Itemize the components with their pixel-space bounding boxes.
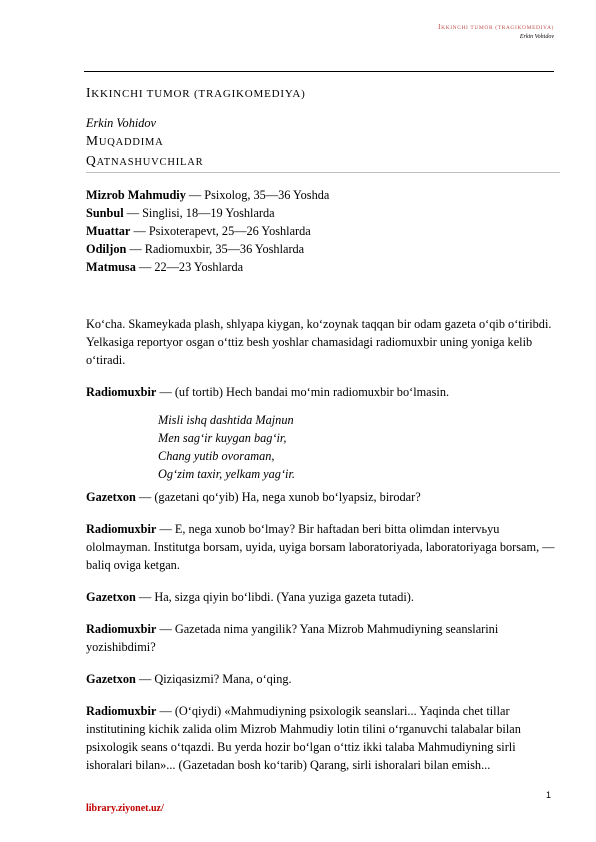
dialogue-line (86, 620, 556, 656)
page-number: 1 (545, 790, 551, 800)
dialogue-line (86, 670, 556, 688)
cast-item (86, 240, 556, 258)
title-initial: I (86, 85, 92, 100)
line-text: — Ha, sizga qiyin bo‘libdi. (Yana yuziga gazeta tutadi). (135, 590, 414, 604)
speaker: Gazetxon (86, 672, 136, 686)
poem-line: Chang yutib ovoraman, (158, 449, 275, 463)
speaker: Gazetxon (86, 490, 136, 504)
cast-name: Muattar (86, 224, 131, 238)
section-rest: ATNASHUVCHILAR (96, 157, 204, 168)
title-rest: KKINCHI TUMOR (TRAGIKOMEDIYA) (91, 88, 306, 100)
line-text: — (O‘qiydi) «Mahmudiyning psixologik seanslari... Yaqinda chet tillar institutining kichik zalida olim Mizrob Mahmudiy lotin tilini o‘rganuvchi talabalar bilan psixologik seans o‘tqazdi. Bu yerda hozir bo‘lgan o‘ttiz ikki talaba Mahmudiyning sirli ishoralari bilan»... (Gazetadan bosh ko‘tarib) Qarang, sirli ishoralari bilan emish... (86, 704, 521, 772)
dialogue-line (86, 702, 556, 774)
cast-desc: — Radiomuxbir, 35—36 Yoshlarda (126, 242, 305, 256)
line-text: — Qiziqasizmi? Mana, o‘qing. (135, 672, 292, 686)
poem-line: Men sag‘ir kuygan bag‘ir, (158, 431, 287, 445)
line-text: — Gazetada nima yangilik? Yana Mizrob Mahmudiyning seanslarini yozishibdimi? (86, 622, 499, 654)
line-text: — (uf tortib) Hech bandai mo‘min radiomuxbir bo‘lmasin. (156, 385, 450, 399)
section-initial: Q (86, 153, 97, 168)
dialogue-line (86, 488, 556, 506)
section-heading-qatnashuvchilar (86, 152, 556, 172)
section-initial: M (86, 133, 99, 148)
running-title-initial: I (438, 23, 442, 31)
poem-line: Misli ishq dashtida Majnun (158, 413, 294, 427)
poem (158, 411, 556, 483)
cast-name: Odiljon (86, 242, 127, 256)
document-body (86, 84, 556, 788)
cast-desc: — Singlisi, 18—19 Yoshlarda (123, 206, 275, 220)
cast-name: Sunbul (86, 206, 124, 220)
speaker: Radiomuxbir (86, 704, 157, 718)
poem-line: Og‘zim taxir, yelkam yag‘ir. (158, 467, 295, 481)
footer-link[interactable]: library.ziyonet.uz/ (86, 803, 164, 814)
cast-item (86, 258, 556, 276)
running-header-author: Erkin Vohidov (519, 34, 554, 40)
running-title-rest: KKINCHI TUMOR (TRAGIKOMEDIYA) (441, 25, 554, 31)
document-title (86, 84, 556, 103)
speaker: Gazetxon (86, 590, 136, 604)
cast-list (86, 186, 556, 276)
dialogue-line (86, 520, 556, 574)
cast-desc: — Psixolog, 35—36 Yoshda (185, 188, 330, 202)
section-rest: UQADDIMA (98, 137, 164, 148)
cast-name: Matmusa (86, 260, 136, 274)
document-author: Erkin Vohidov (86, 116, 157, 130)
line-text: — E, nega xunob bo‘lmay? Bir haftadan beri bitta olimdan intervьyu ololmayman. Institutga borsam, uyida, uyiga borsam laboratoriyada, laboratoriyaga borsam, — baliq oviga ketgan. (86, 522, 555, 572)
cast-item (86, 186, 556, 204)
dialogue-line (86, 588, 556, 606)
line-text: — (gazetani qo‘yib) Ha, nega xunob bo‘lyapsiz, birodar? (135, 490, 421, 504)
section-heading-muqaddima (86, 132, 556, 152)
cast-desc: — 22—23 Yoshlarda (135, 260, 244, 274)
dialogue-line (86, 383, 556, 401)
running-header (438, 23, 554, 41)
section-rule (86, 172, 560, 173)
cast-name: Mizrob Mahmudiy (86, 188, 186, 202)
running-header-title (438, 23, 554, 33)
speaker: Radiomuxbir (86, 622, 157, 636)
speaker: Radiomuxbir (86, 385, 157, 399)
intro-paragraph: Ko‘cha. Skameykada plash, shlyapa kiygan, ko‘zoynak taqqan bir odam gazeta o‘qib o‘tiribdi. Yelkasiga reportyor osgan o‘ttiz besh yoshlar chamasidagi radiomuxbir uning yoniga kelib o‘tiradi. (86, 317, 552, 367)
cast-item (86, 222, 556, 240)
header-rule (84, 71, 554, 72)
speaker: Radiomuxbir (86, 522, 157, 536)
cast-item (86, 204, 556, 222)
cast-desc: — Psixoterapevt, 25—26 Yoshlarda (130, 224, 311, 238)
